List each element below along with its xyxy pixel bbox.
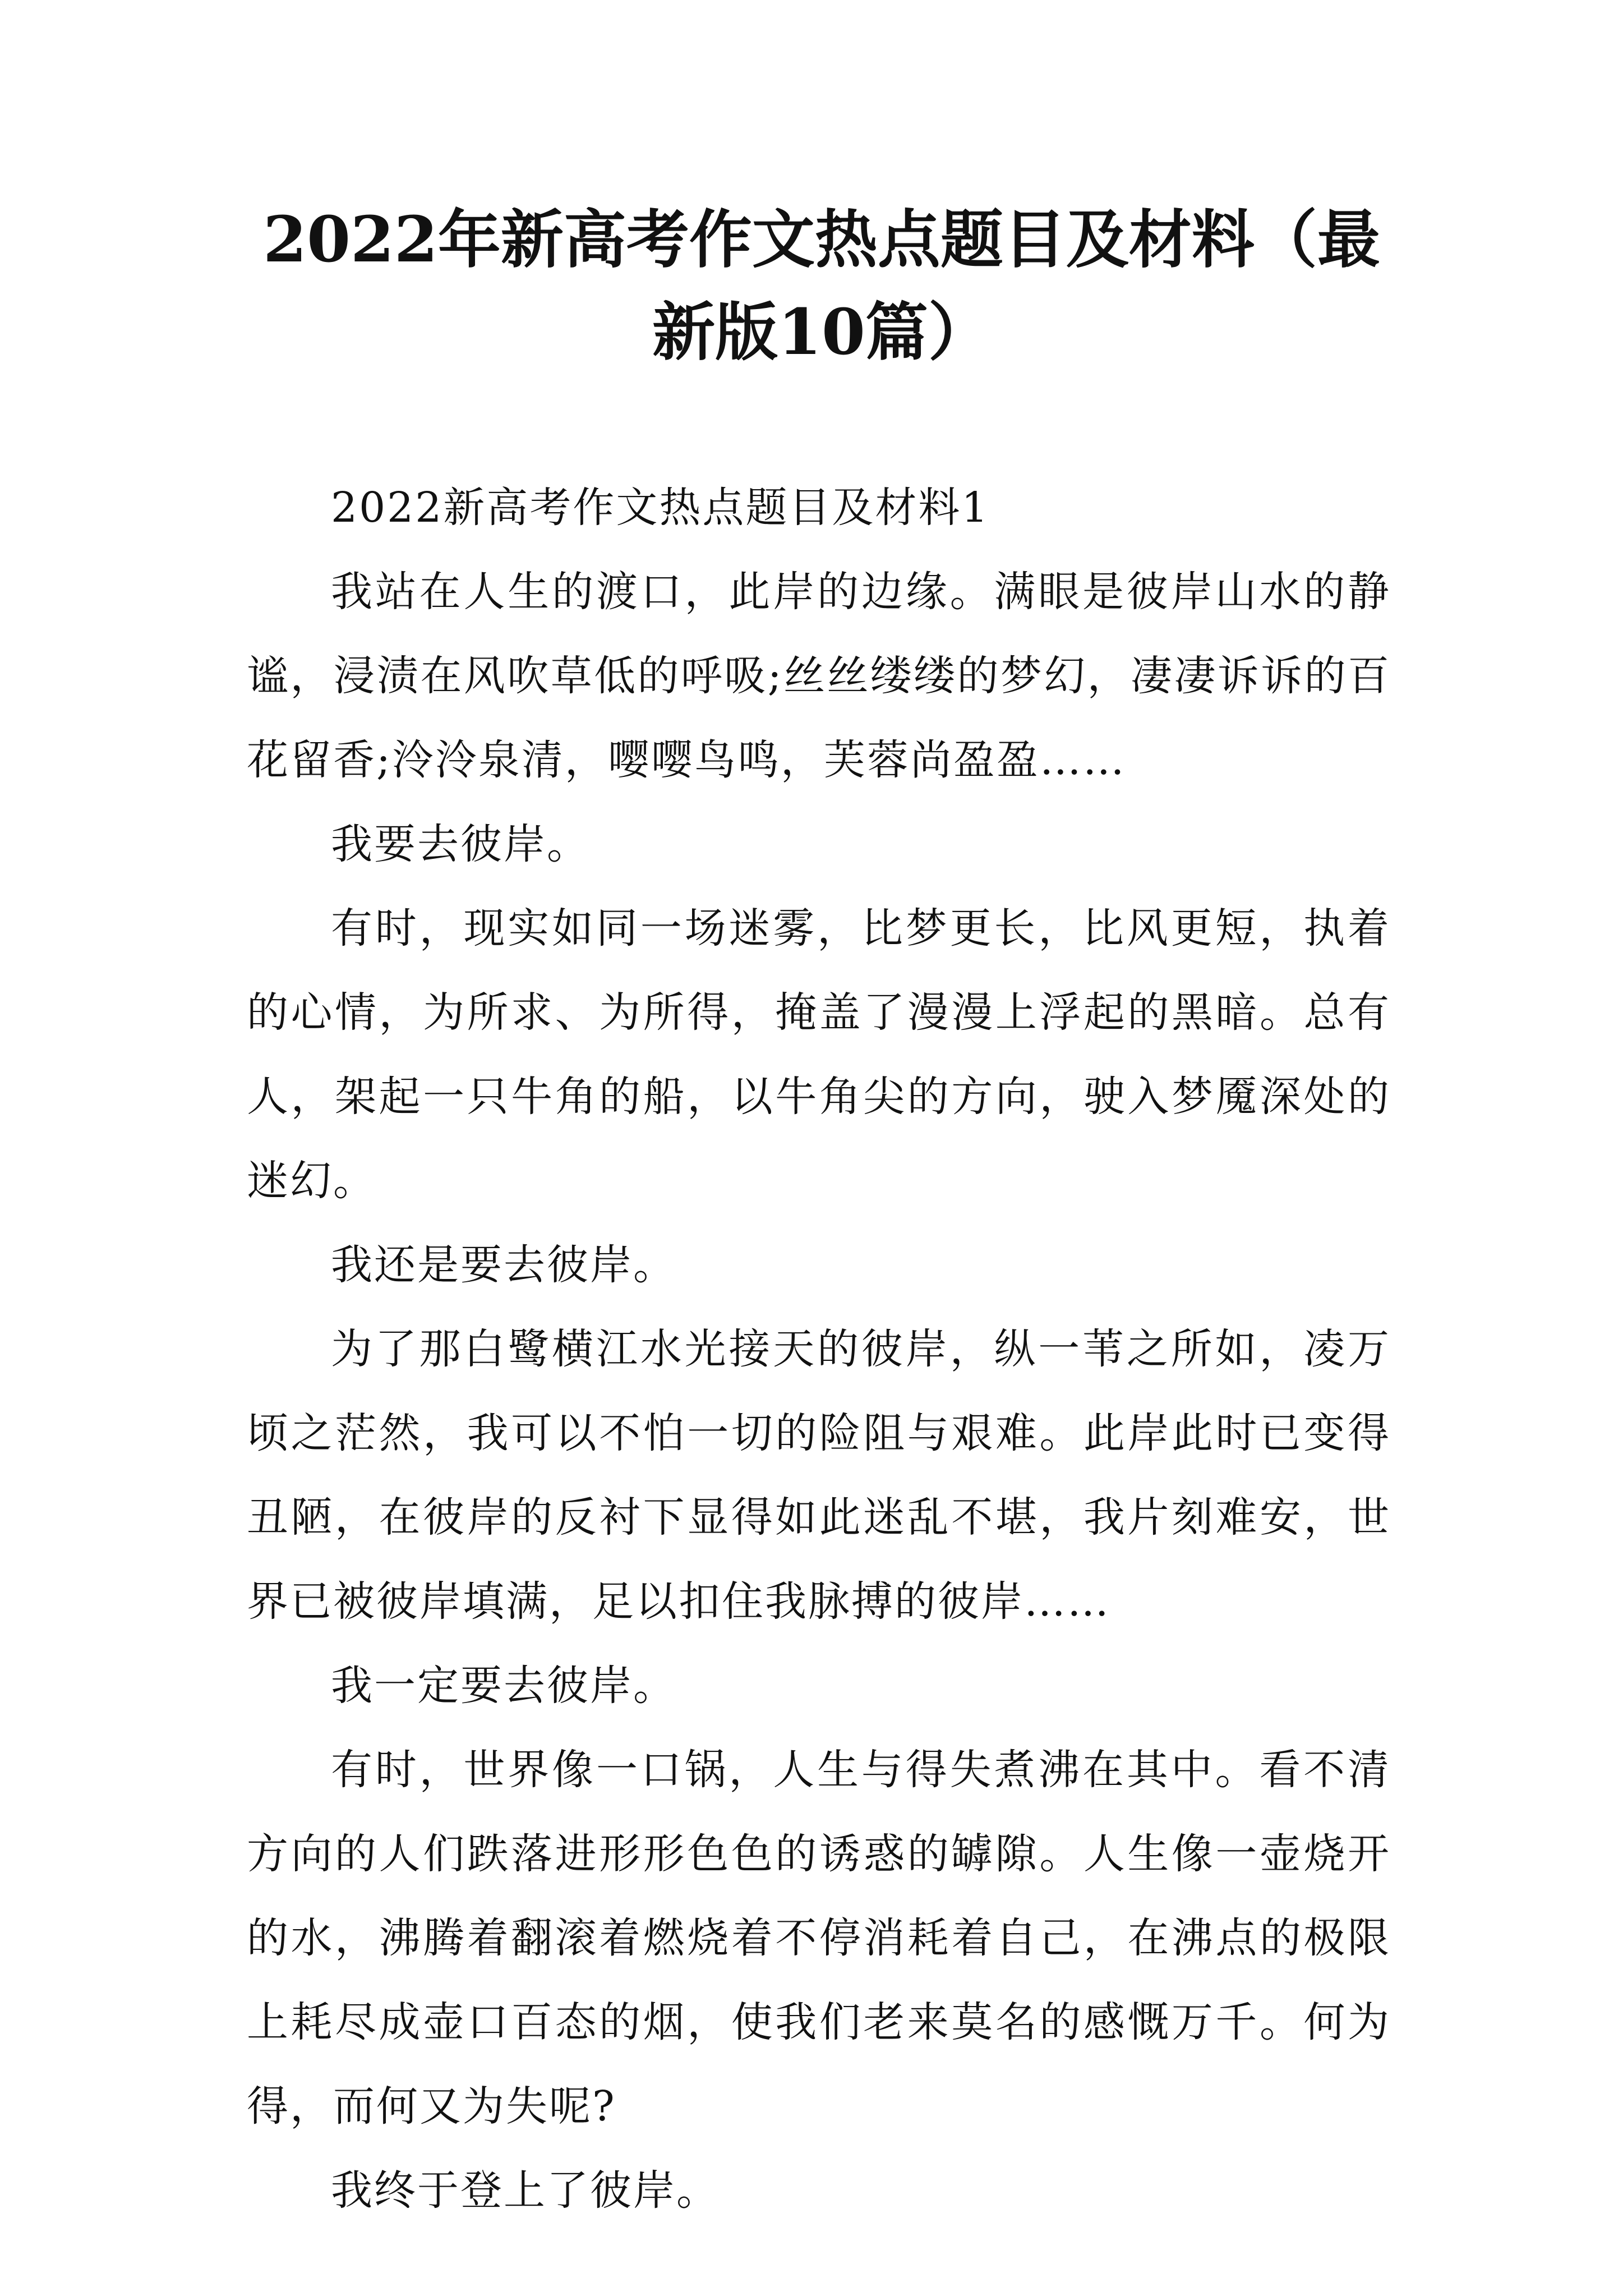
paragraph: 我要去彼岸。 bbox=[331, 820, 590, 868]
paragraph: 我终于登上了彼岸。 bbox=[331, 2166, 720, 2215]
paragraph: 为了那白鹭横江水光接天的彼岸，纵一苇之所如，凌万顷之茫然，我可以不怕一切的险阻与艰难。此岸此时已变得丑陋，在彼岸的反衬下显得如此迷乱不堪，我片刻难安，世界已被彼岸填满，足以扣住我脉搏的彼岸…… bbox=[247, 1325, 1391, 1626]
paragraph: 有时，现实如同一场迷雾，比梦更长，比风更短，执着的心情，为所求、为所得，掩盖了漫漫上浮起的黑暗。总有人，架起一只牛角的船，以牛角尖的方向，驶入梦魇深处的迷幻。 bbox=[247, 904, 1391, 1205]
paragraph: 我一定要去彼岸。 bbox=[331, 1662, 676, 1710]
paragraph: 我站在人生的渡口，此岸的边缘。满眼是彼岸山水的静谧，浸渍在风吹草低的呼吸;丝丝缕缕的梦幻，凄凄诉诉的百花留香;泠泠泉清，嘤嘤鸟鸣，芙蓉尚盈盈…… bbox=[247, 568, 1391, 784]
document-title: 2022年新高考作文热点题目及材料（最新版10篇） bbox=[263, 203, 1380, 369]
paragraph: 我还是要去彼岸。 bbox=[331, 1241, 676, 1289]
document-body bbox=[247, 466, 1391, 2233]
section-heading: 2022新高考作文热点题目及材料1 bbox=[331, 484, 990, 532]
paragraph: 有时，世界像一口锅，人生与得失煮沸在其中。看不清方向的人们跌落进形形色色的诱惑的罅隙。人生像一壶烧开的水，沸腾着翻滚着燃烧着不停消耗着自己，在沸点的极限上耗尽成壶口百态的烟，使我们老来莫名的感慨万千。何为得，而何又为失呢? bbox=[247, 1746, 1391, 2131]
